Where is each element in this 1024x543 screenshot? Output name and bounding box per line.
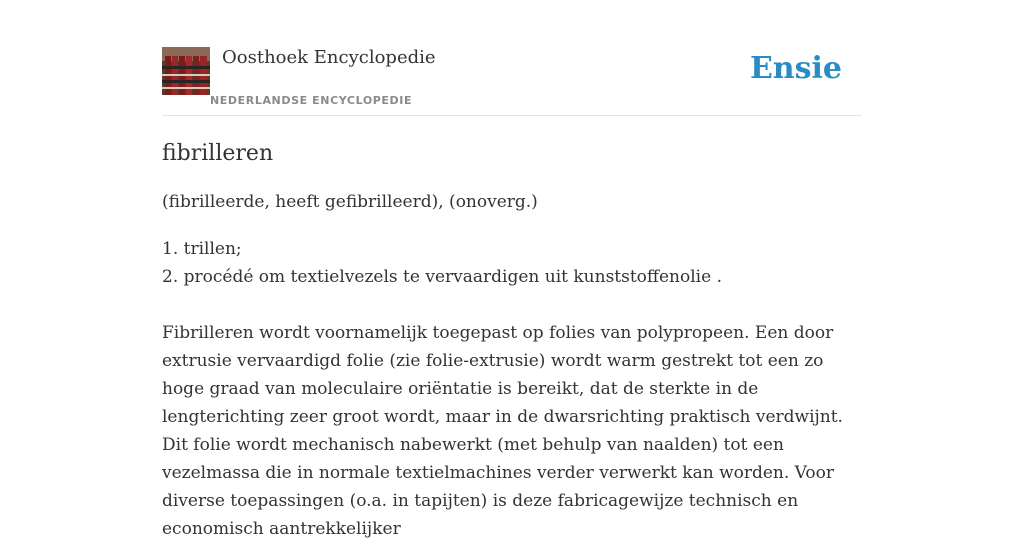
ensie-logo[interactable]: Ensie bbox=[749, 51, 842, 86]
site-name[interactable]: Oosthoek Encyclopedie bbox=[222, 47, 436, 68]
grammar-info: (fibrilleerde, heeft gefibrilleerd), (onoverg.) bbox=[162, 192, 538, 212]
entry-content bbox=[162, 137, 862, 543]
definition-item: 1. trillen; bbox=[162, 239, 242, 259]
site-header bbox=[162, 47, 862, 116]
entry-body-text: Fibrilleren wordt voornamelijk toegepast op folies van polypropeen. Een door extrusie vervaardigd folie (zie folie-extrusie) wordt warm gestrekt tot een zo hoge graad van moleculaire oriëntatie is bereikt, dat de sterkte in de lengterichting zeer groot wordt, maar in de dwarsrichting praktisch verdwijnt. Dit folie wordt mechanisch nabewerkt (met behulp van naalden) tot een vezelmassa die in normale textielmachines verder verwerkt kan worden. Voor diverse toepassingen (o.a. in tapijten) is deze fabricagewijze technisch en economisch aantrekkelijker bbox=[162, 323, 843, 539]
definition-item: 2. procédé om textielvezels te vervaardigen uit kunststoffenolie . bbox=[162, 267, 722, 287]
site-subtitle: NEDERLANDSE ENCYCLOPEDIE bbox=[210, 94, 413, 107]
definition-list bbox=[162, 235, 862, 291]
books-icon bbox=[162, 47, 210, 95]
encyclopedia-books-avatar[interactable] bbox=[162, 47, 210, 95]
entry-title: fibrilleren bbox=[162, 141, 274, 166]
